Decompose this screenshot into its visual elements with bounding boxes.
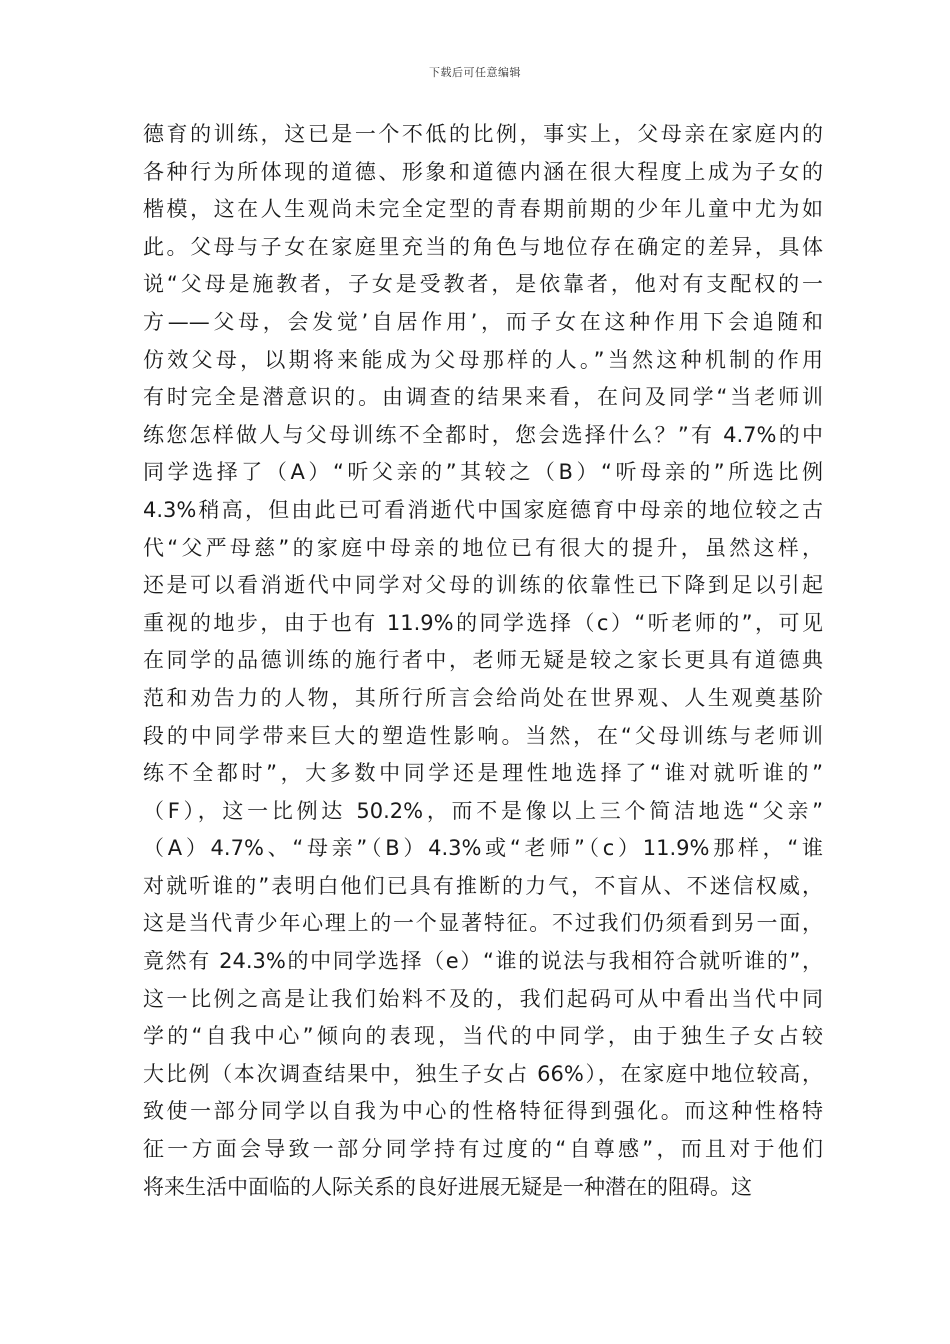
page-header: 下载后可任意编辑 <box>429 66 521 79</box>
text-line: 有时完全是潜意识的。由调查的结果来看，在问及同学“当老师训 <box>143 385 823 410</box>
text-line: 对就听谁的”表明白他们已具有推断的力气，不盲从、不迷信权威， <box>143 873 823 898</box>
text-line: 竟然有 24.3%的中同学选择（e）“谁的说法与我相符合就听谁的”， <box>143 949 823 974</box>
text-line: 致使一部分同学以自我为中心的性格特征得到强化。而这种性格特 <box>143 1099 823 1124</box>
text-line: 仿效父母，以期将来能成为父母那样的人。”当然这种机制的作用 <box>143 347 823 372</box>
text-line: 段的中同学带来巨大的塑造性影响。当然，在“父母训练与老师训 <box>143 723 823 748</box>
text-line: 在同学的品德训练的施行者中，老师无疑是较之家长更具有道德典 <box>143 648 823 673</box>
text-line: 还是可以看消逝代中同学对父母的训练的依靠性已下降到足以引起 <box>143 573 823 598</box>
text-line: 同学选择了（A）“听父亲的”其较之（B）“听母亲的”所选比例 <box>143 460 823 485</box>
text-line: 这是当代青少年心理上的一个显著特征。不过我们仍须看到另一面， <box>143 911 823 936</box>
text-line: 方——父母，会发觉’自居作用’，而子女在这种作用下会追随和 <box>143 309 823 334</box>
text-line: 这一比例之高是让我们始料不及的，我们起码可从中看出当代中同 <box>143 986 823 1011</box>
text-line: 4.3%稍高，但由此已可看消逝代中国家庭德育中母亲的地位较之古 <box>143 497 823 522</box>
text-line: （A）4.7%、“母亲”（B）4.3%或“老师”（c）11.9%那样，“谁 <box>143 836 823 861</box>
text-line: 说“父母是施教者，子女是受教者，是依靠者，他对有支配权的一 <box>143 272 823 297</box>
text-line: 练您怎样做人与父母训练不全都时，您会选择什么？”有 4.7%的中 <box>143 422 823 447</box>
body-text <box>143 116 823 1206</box>
text-line: 范和劝告力的人物，其所行所言会给尚处在世界观、人生观奠基阶 <box>143 685 823 710</box>
text-line: 德育的训练，这已是一个不低的比例，事实上，父母亲在家庭内的 <box>143 122 823 146</box>
text-line: 楷模，这在人生观尚未完全定型的青春期前期的少年儿童中尤为如 <box>143 197 823 222</box>
text-line: 学的“自我中心”倾向的表现，当代的中同学，由于独生子女占较 <box>143 1024 823 1049</box>
text-line: 代“父严母慈”的家庭中母亲的地位已有很大的提升，虽然这样， <box>143 535 823 560</box>
text-line: 大比例（本次调查结果中，独生子女占 66%），在家庭中地位较高， <box>143 1061 823 1086</box>
text-line: 征一方面会导致一部分同学持有过度的“自尊感”，而且对于他们 <box>143 1137 823 1162</box>
text-line: 各种行为所体现的道德、形象和道德内涵在很大程度上成为子女的 <box>143 159 823 184</box>
text-line: 将来生活中面临的人际关系的良好进展无疑是一种潜在的阻碍。这 <box>143 1174 752 1199</box>
text-line: （F），这一比例达 50.2%，而不是像以上三个简洁地选“父亲” <box>143 798 823 823</box>
text-line: 练不全都时”，大多数中同学还是理性地选择了“谁对就听谁的” <box>143 761 823 786</box>
text-line: 重视的地步，由于也有 11.9%的同学选择（c）“听老师的”，可见 <box>143 610 823 635</box>
text-line: 此。父母与子女在家庭里充当的角色与地位存在确定的差异，具体 <box>143 234 823 259</box>
